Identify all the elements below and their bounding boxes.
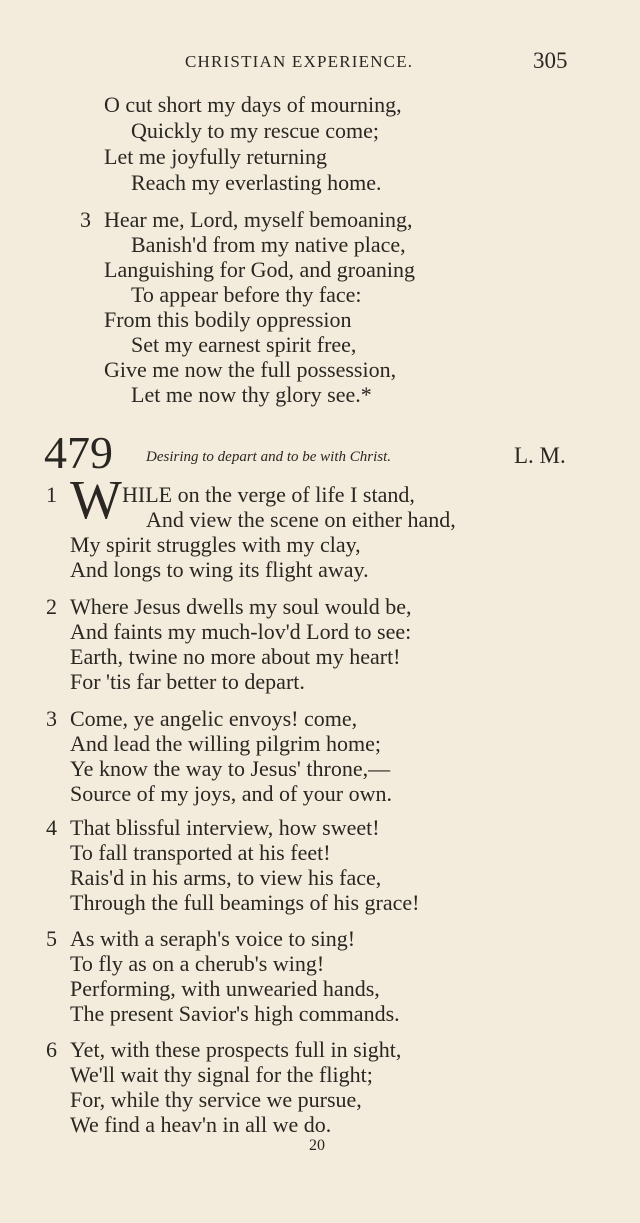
verse-line: HILE on the verge of life I stand, (122, 482, 415, 507)
verse-line: Hear me, Lord, myself bemoaning, (104, 207, 413, 232)
verse-line: Rais'd in his arms, to view his face, (70, 865, 382, 890)
verse-line: Quickly to my rescue come; (131, 118, 380, 143)
verse-line: To fall transported at his feet! (70, 840, 331, 865)
stanza-number: 3 (80, 207, 91, 232)
verse-line: And longs to wing its flight away. (70, 557, 369, 582)
verse-line: Yet, with these prospects full in sight, (70, 1037, 402, 1062)
verse-line: Earth, twine no more about my heart! (70, 644, 401, 669)
running-head: CHRISTIAN EXPERIENCE. (185, 52, 414, 71)
verse-line: Ye know the way to Jesus' throne,— (70, 756, 391, 781)
verse-line: And lead the willing pilgrim home; (70, 731, 382, 756)
drop-cap: W (70, 469, 122, 530)
stanza-number: 5 (46, 926, 57, 951)
verse-line: Languishing for God, and groaning (104, 257, 415, 282)
verse-line: Through the full beamings of his grace! (70, 890, 420, 915)
page-number: 305 (533, 48, 568, 73)
verse-line: For 'tis far better to depart. (70, 669, 305, 694)
hymn-meter: L. M. (514, 443, 566, 468)
verse-line: Reach my everlasting home. (131, 170, 382, 195)
verse-line: Performing, with unwearied hands, (70, 976, 380, 1001)
hymn-subtitle: Desiring to depart and to be with Christ. (146, 449, 392, 465)
verse-line: To appear before thy face: (131, 282, 362, 307)
verse-line: From this bodily oppression (104, 307, 352, 332)
verse-line: Source of my joys, and of your own. (70, 781, 393, 806)
verse-line: Come, ye angelic envoys! come, (70, 706, 358, 731)
stanza-number: 2 (46, 594, 57, 619)
hymn-number: 479 (44, 427, 113, 478)
verse-line: And faints my much-lov'd Lord to see: (70, 619, 412, 644)
verse-line: We find a heav'n in all we do. (70, 1112, 332, 1137)
verse-line: That blissful interview, how sweet! (70, 815, 380, 840)
verse-line: O cut short my days of mourning, (104, 92, 402, 117)
verse-line: The present Savior's high commands. (70, 1001, 400, 1026)
verse-line: Let me joyfully returning (104, 144, 327, 169)
stanza-number: 6 (46, 1037, 57, 1062)
verse-line: My spirit struggles with my clay, (70, 532, 361, 557)
stanza-number: 4 (46, 815, 57, 840)
verse-line: For, while thy service we pursue, (70, 1087, 362, 1112)
verse-line: We'll wait thy signal for the flight; (70, 1062, 373, 1087)
signature-mark: 20 (309, 1137, 325, 1154)
verse-line: Where Jesus dwells my soul would be, (70, 594, 412, 619)
stanza-number: 1 (46, 482, 57, 507)
verse-line: As with a seraph's voice to sing! (70, 926, 356, 951)
verse-line: To fly as on a cherub's wing! (70, 951, 325, 976)
verse-line: Set my earnest spirit free, (131, 332, 357, 357)
verse-line: Give me now the full possession, (104, 357, 397, 382)
verse-line: Let me now thy glory see.* (131, 382, 372, 407)
verse-line: Banish'd from my native place, (131, 232, 406, 257)
verse-line: And view the scene on either hand, (146, 507, 456, 532)
stanza-number: 3 (46, 706, 57, 731)
